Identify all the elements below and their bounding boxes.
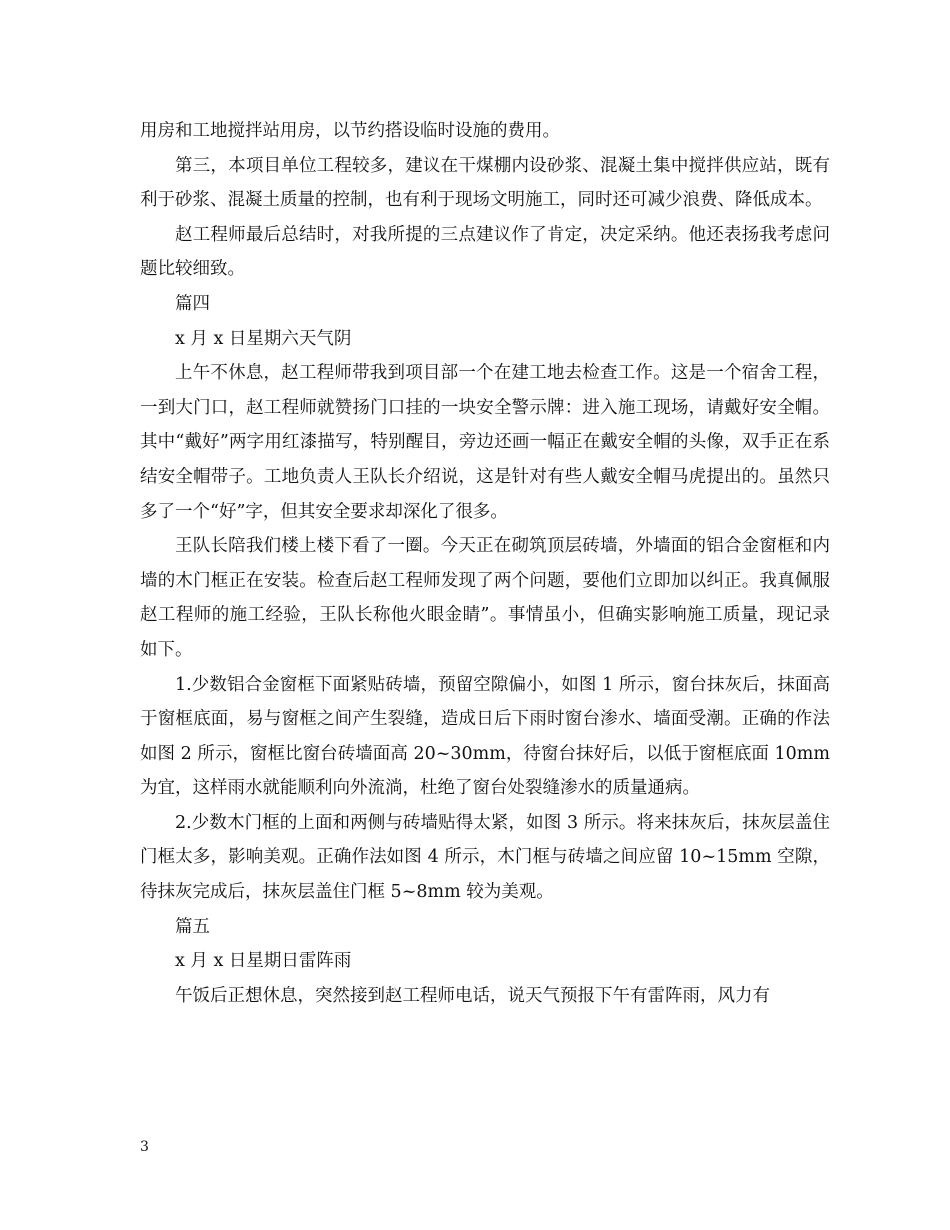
- paragraph-site-inspection: 上午不休息，赵工程师带我到项目部一个在建工地去检查工作。这是一个宿舍工程，一到大门口，赵工程师就赞扬门口挂的一块安全警示牌：进入施工现场，请戴好安全帽。其中“戴好”两字用红漆描写，特别醒目，旁边还画一幅正在戴安全帽的头像，双手正在系结安全帽带子。工地负责人王队长介绍说，这是针对有些人戴安全帽马虎提出的。虽然只多了一个“好”字，但其安全要求却深化了很多。: [140, 363, 830, 522]
- section-heading-part-five: 篇五: [175, 916, 210, 937]
- paragraph-window-frame-issue: 1.少数铝合金窗框下面紧贴砖墙，预留空隙偏小，如图 1 所示，窗台抹灰后，抹面高于窗框底面，易与窗框之间产生裂缝，造成日后下雨时窗台渗水、墙面受潮。正确的作法如图 2 所示，窗框比窗台砖墙面高 20~30mm，待窗台抹好后，以低于窗框底面 10mm 为宜，这样雨水就能顺利向外流淌，杜绝了窗台处裂缝渗水的质量通病。: [140, 674, 830, 799]
- paragraph-continuation: 用房和工地搅拌站用房，以节约搭设临时设施的费用。: [140, 121, 560, 141]
- section-heading-part-four: 篇四: [175, 293, 210, 314]
- date-line-sunday: x 月 x 日星期日雷阵雨: [175, 951, 352, 972]
- page-number: 3: [140, 1139, 149, 1155]
- paragraph-summary: 赵工程师最后总结时，对我所提的三点建议作了肯定，决定采纳。他还表扬我考虑问题比较细致。: [140, 224, 830, 280]
- date-line-saturday: x 月 x 日星期六天气阴: [175, 328, 352, 349]
- paragraph-problems-found: 王队长陪我们楼上楼下看了一圈。今天正在砌筑顶层砖墙，外墙面的铝合金窗框和内墙的木门框正在安装。检查后赵工程师发现了两个问题，要他们立即加以纠正。我真佩服赵工程师的施工经验，王队长称他火眼金睛”。事情虽小，但确实影响施工质量，现记录如下。: [140, 536, 830, 660]
- document-body: [140, 114, 830, 1013]
- paragraph-door-frame-issue: 2.少数木门框的上面和两侧与砖墙贴得太紧，如图 3 所示。将来抹灰后，抹灰层盖住门框太多，影响美观。正确作法如图 4 所示，木门框与砖墙之间应留 10~15mm 空隙，待抹灰完成后，抹灰层盖住门框 5~8mm 较为美观。: [140, 812, 830, 903]
- paragraph-third-suggestion: 第三，本项目单位工程较多，建议在干煤棚内设砂浆、混凝土集中搅拌供应站，既有利于砂浆、混凝土质量的控制，也有利于现场文明施工，同时还可减少浪费、降低成本。: [140, 155, 830, 211]
- paragraph-afternoon-call: 午饭后正想休息，突然接到赵工程师电话，说天气预报下午有雷阵雨，风力有: [175, 985, 770, 1006]
